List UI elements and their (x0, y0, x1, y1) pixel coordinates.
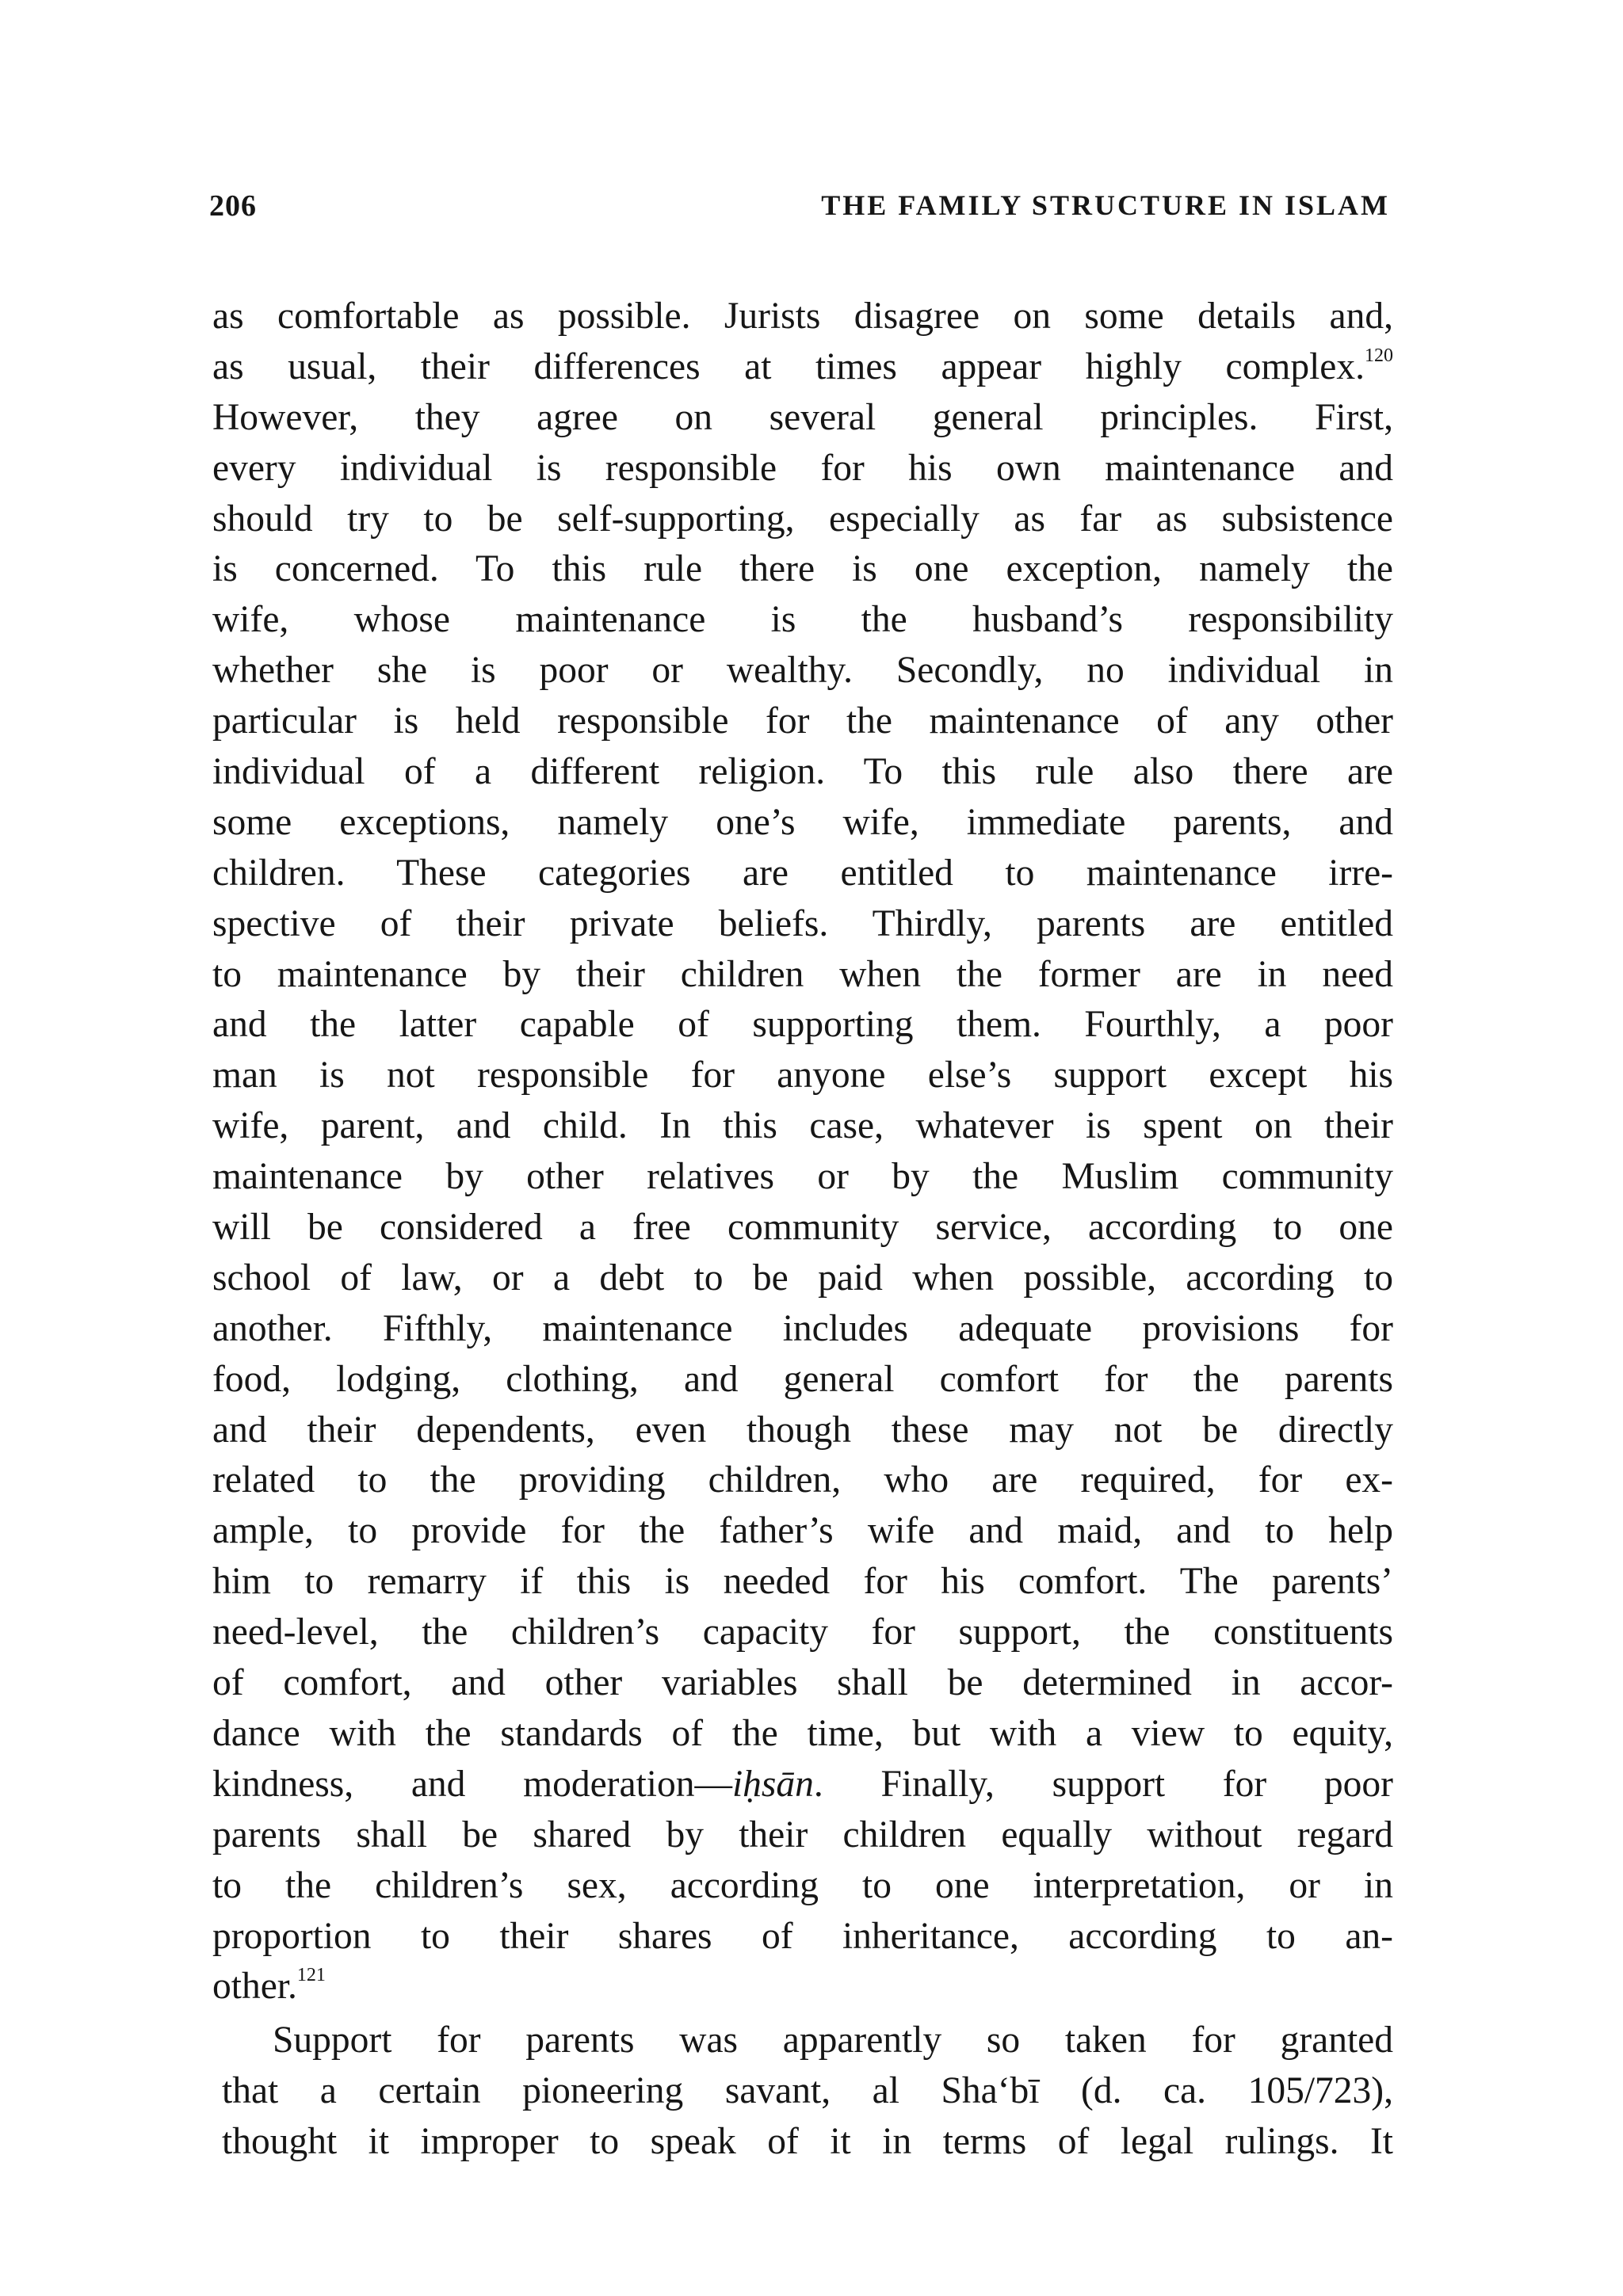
text-line: wife, whose maintenance is the husband’s responsibility (212, 599, 1393, 641)
text-line: is concerned. To this rule there is one exception, namely the (212, 548, 1393, 590)
text-line: man is not responsible for anyone else’s support except his (212, 1055, 1393, 1097)
body-text (212, 292, 1393, 2168)
footnote-ref-121: 121 (296, 1965, 326, 1986)
text-line: However, they agree on several general principles. First, (212, 396, 1393, 438)
text-line: every individual is responsible for his own maintenance and (212, 447, 1393, 489)
text-line (212, 1760, 1393, 1810)
text-line: of comfort, and other variables shall be determined in accor- (212, 1662, 1393, 1704)
text-line-content: . Finally, support for poor (813, 1763, 1393, 1805)
text-line: ample, to provide for the father’s wife and maid, and to help (212, 1510, 1393, 1552)
text-line: food, lodging, clothing, and general comfort for the parents (212, 1358, 1393, 1400)
text-line: whether she is poor or wealthy. Secondly, no individual in (212, 650, 1393, 692)
text-line: parents shall be shared by their children equally without regard (212, 1814, 1393, 1855)
text-line: and their dependents, even though these may not be directly (212, 1409, 1393, 1451)
text-line (212, 1962, 1393, 2012)
running-head: THE FAMILY STRUCTURE IN ISLAM (821, 189, 1390, 221)
text-line: thought it improper to speak of it in terms of legal rulings. It (222, 2121, 1393, 2163)
text-line: another. Fifthly, maintenance includes adequate provisions for (212, 1307, 1393, 1349)
text-line: need-level, the children’s capacity for support, the constituents (212, 1611, 1393, 1653)
italic-term: iḥsān (731, 1763, 814, 1805)
text-line: Support for parents was apparently so taken for granted (273, 2019, 1393, 2061)
text-line: school of law, or a debt to be paid when possible, according to (212, 1257, 1393, 1299)
paragraph-2 (212, 2016, 1393, 2168)
text-line: particular is held responsible for the maintenance of any other (212, 700, 1393, 742)
text-line: as comfortable as possible. Jurists disagree on some details and, (212, 296, 1393, 337)
footnote-ref-120: 120 (1365, 345, 1393, 366)
text-line: individual of a different religion. To this rule also there are (212, 751, 1393, 793)
text-line (212, 342, 1393, 393)
text-line-content: as usual, their differences at times appear highly complex. (212, 345, 1365, 387)
text-line: related to the providing children, who are required, for ex- (212, 1459, 1393, 1501)
page-number: 206 (209, 189, 257, 223)
text-line: should try to be self-supporting, especially as far as subsistence (212, 498, 1393, 540)
text-line-content: other. (212, 1966, 297, 2008)
text-line: spective of their private beliefs. Thirdly, parents are entitled (212, 902, 1393, 944)
text-line: to maintenance by their children when the former are in need (212, 953, 1393, 995)
text-line: maintenance by other relatives or by the Muslim community (212, 1156, 1393, 1198)
text-line: him to remarry if this is needed for his comfort. The parents’ (212, 1561, 1393, 1603)
text-line: wife, parent, and child. In this case, whatever is spent on their (212, 1105, 1393, 1147)
text-line: that a certain pioneering savant, al Sha‘bī (d. ca. 105/723), (222, 2070, 1393, 2112)
page-header (209, 189, 1390, 236)
paragraph-1 (212, 292, 1393, 2012)
text-line: to the children’s sex, according to one interpretation, or in (212, 1864, 1393, 1906)
text-line: dance with the standards of the time, but with a view to equity, (212, 1712, 1393, 1754)
text-line-content: kindness, and moderation— (212, 1763, 732, 1805)
text-line: some exceptions, namely one’s wife, immediate parents, and (212, 801, 1393, 843)
text-line: and the latter capable of supporting them. Fourthly, a poor (212, 1004, 1393, 1046)
text-line: children. These categories are entitled to maintenance irre- (212, 852, 1393, 894)
text-line: will be considered a free community service, according to one (212, 1207, 1393, 1249)
text-line: proportion to their shares of inheritance, according to an- (212, 1915, 1393, 1957)
